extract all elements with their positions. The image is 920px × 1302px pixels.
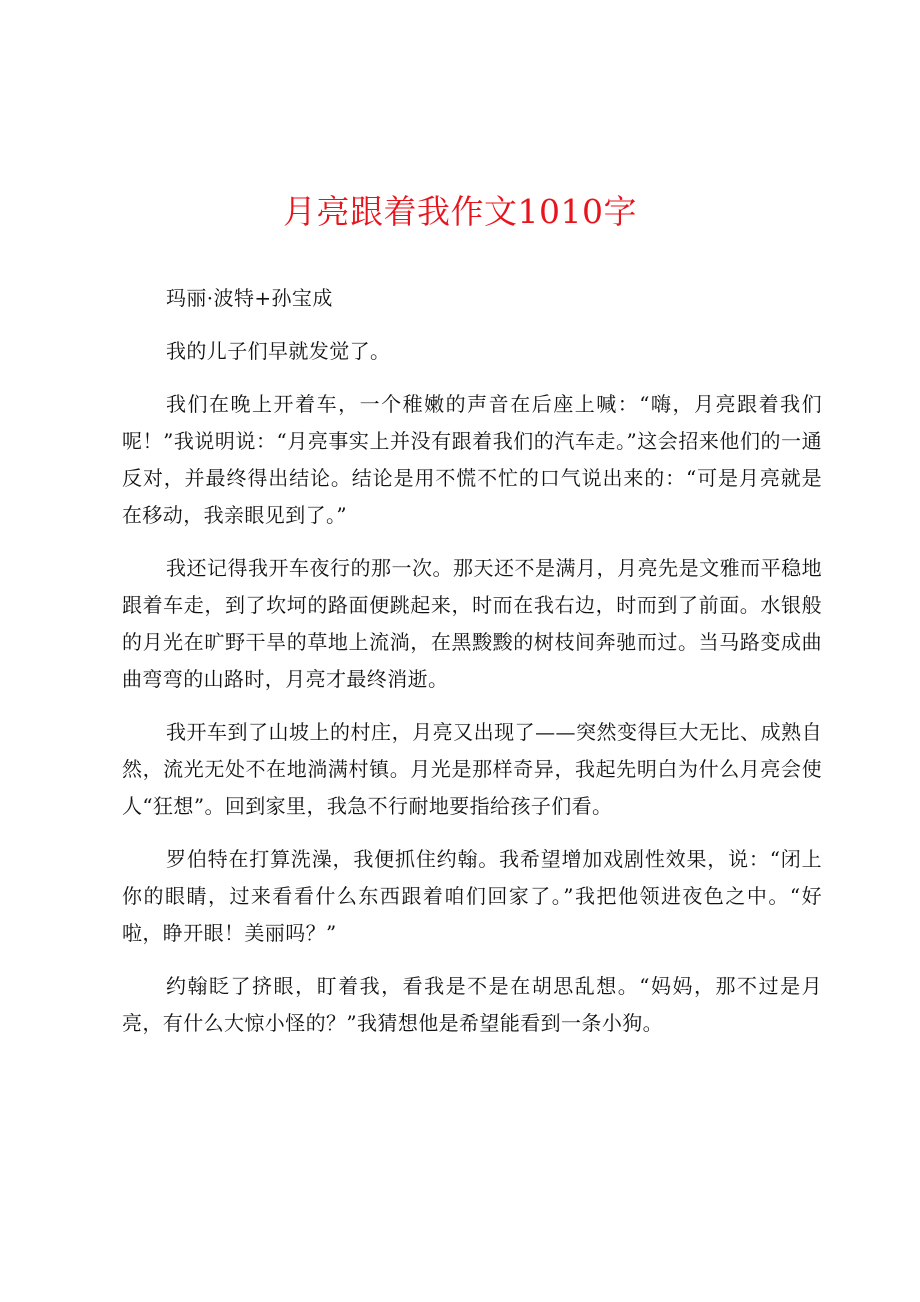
- paragraph-3: 我还记得我开车夜行的那一次。那天还不是满月，月亮先是文雅而平稳地跟着车走，到了坎坷的路面便跳起来，时而在我右边，时而到了前面。水银般的月光在旷野干旱的草地上流淌，在黑黢黢的树枝间奔驰而过。当马路变成曲曲弯弯的山路时，月亮才最终消逝。: [122, 556, 822, 691]
- document-body: [122, 280, 822, 1058]
- paragraph-4: 我开车到了山坡上的村庄，月亮又出现了——突然变得巨大无比、成熟自然，流光无处不在地淌满村镇。月光是那样奇异，我起先明白为什么月亮会使人“狂想”。回到家里，我急不行耐地要指给孩子们看。: [122, 720, 822, 818]
- paragraph-5: 罗伯特在打算洗澡，我便抓住约翰。我希望增加戏剧性效果，说：“闭上你的眼睛，过来看看什么东西跟着咱们回家了。”我把他领进夜色之中。“好啦，睁开眼！美丽吗？”: [122, 847, 822, 945]
- paragraph-6: 约翰眨了挤眼，盯着我，看我是不是在胡思乱想。“妈妈，那不过是月亮，有什么大惊小怪的？”我猜想他是希望能看到一条小狗。: [122, 974, 822, 1035]
- paragraph-1: 我的儿子们早就发觉了。: [166, 339, 391, 363]
- author-line: 玛丽·波特+孙宝成: [166, 286, 333, 310]
- paragraph-2: 我们在晚上开着车，一个稚嫩的声音在后座上喊：“嗨，月亮跟着我们呢！”我说明说：“月亮事实上并没有跟着我们的汽车走。”这会招来他们的一通反对，并最终得出结论。结论是用不慌不忙的口气说出来的：“可是月亮就是在移动，我亲眼见到了。”: [122, 392, 822, 527]
- document-title: 月亮跟着我作文1010字: [283, 192, 637, 231]
